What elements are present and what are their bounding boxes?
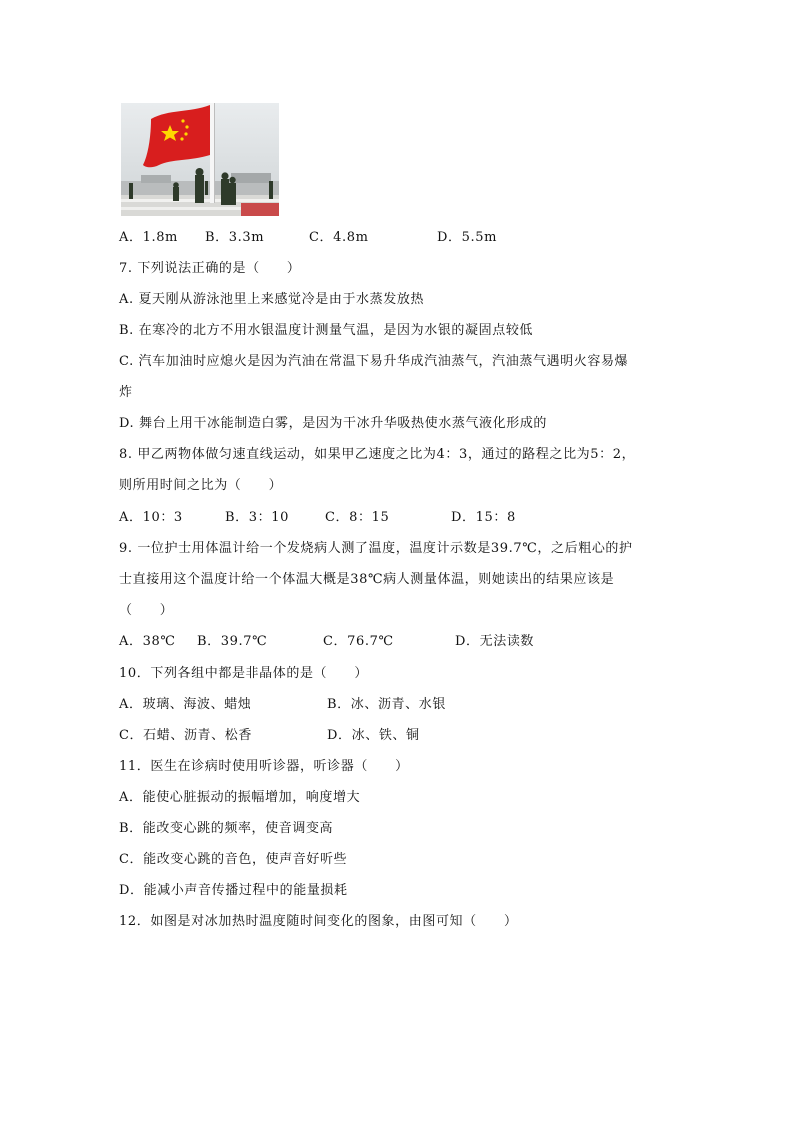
q8-stem-line-2: 则所用时间之比为（ ） xyxy=(119,478,283,493)
q11-option-a: A．能使心脏振动的振幅增加，响度增大 xyxy=(119,790,361,805)
q9-stem-line-1: 9. 一位护士用体温计给一个发烧病人测了温度，温度计示数是39.7℃，之后粗心的护 xyxy=(119,541,633,556)
q11-option-b: B．能改变心跳的频率，使音调变高 xyxy=(119,821,334,836)
q11-option-c: C．能改变心跳的音色，使声音好听些 xyxy=(119,852,348,867)
q10-option-c: C．石蜡、沥青、松香 xyxy=(119,728,252,743)
q9-stem-line-3: （ ） xyxy=(119,603,174,618)
q10-option-d: D．冰、铁、铜 xyxy=(327,728,420,743)
q9-option-d: D．无法读数 xyxy=(455,634,535,649)
q8-option-d: D．15：8 xyxy=(451,510,516,525)
q9-stem-line-2: 士直接用这个温度计给一个体温大概是38℃病人测量体温，则她读出的结果应该是 xyxy=(119,572,615,587)
q6-option-b: B．3.3m xyxy=(205,230,265,245)
q10-option-a: A．玻璃、海波、蜡烛 xyxy=(119,697,252,712)
q9-option-c: C．76.7℃ xyxy=(323,634,394,649)
flag-raising-photo xyxy=(121,103,279,216)
q7-option-c-continued: 炸 xyxy=(119,385,133,400)
q7-stem: 7. 下列说法正确的是（ ） xyxy=(119,261,301,276)
q6-option-c: C．4.8m xyxy=(309,230,369,245)
q7-option-b: B. 在寒冷的北方不用水银温度计测量气温，是因为水银的凝固点较低 xyxy=(119,323,534,338)
q8-option-a: A．10：3 xyxy=(119,510,183,525)
q7-option-d: D. 舞台上用干冰能制造白雾，是因为干冰升华吸热使水蒸气液化形成的 xyxy=(119,416,548,431)
q9-option-a: A．38℃ xyxy=(119,634,176,649)
q12-stem: 12．如图是对冰加热时温度随时间变化的图象，由图可知（ ） xyxy=(119,914,518,929)
q8-option-c: C．8：15 xyxy=(325,510,390,525)
q10-stem: 10．下列各组中都是非晶体的是（ ） xyxy=(119,666,368,681)
q9-option-b: B．39.7℃ xyxy=(197,634,268,649)
q10-option-b: B．冰、沥青、水银 xyxy=(327,697,446,712)
q8-option-b: B．3：10 xyxy=(225,510,289,525)
q7-option-a: A. 夏天刚从游泳池里上来感觉冷是由于水蒸发放热 xyxy=(119,292,425,307)
q8-stem-line-1: 8. 甲乙两物体做匀速直线运动，如果甲乙速度之比为4：3，通过的路程之比为5：2， xyxy=(119,447,636,462)
q11-option-d: D．能减小声音传播过程中的能量损耗 xyxy=(119,883,348,898)
flag-raising-illustration xyxy=(121,103,279,216)
q7-option-c: C. 汽车加油时应熄火是因为汽油在常温下易升华成汽油蒸气，汽油蒸气遇明火容易爆 xyxy=(119,354,629,369)
q6-option-a: A．1.8m xyxy=(119,230,178,245)
q6-option-d: D．5.5m xyxy=(437,230,498,245)
q11-stem: 11．医生在诊病时使用听诊器，听诊器（ ） xyxy=(119,759,409,774)
